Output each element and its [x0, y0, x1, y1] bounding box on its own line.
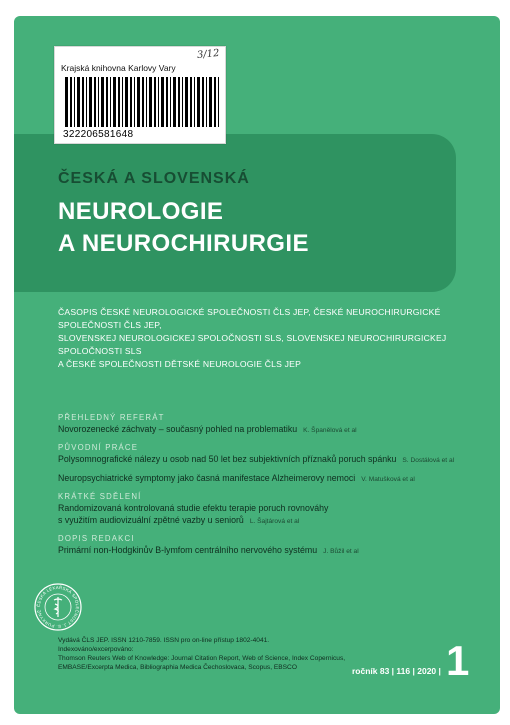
article-title: Primární non-Hodgkinův B-lymfom centrálního nervového systému — [58, 545, 318, 555]
barcode-bar — [154, 77, 156, 127]
publication-info — [58, 636, 348, 672]
article-authors: J. Bůžil et al — [323, 548, 359, 555]
section-label: PŘEHLEDNÝ REFERÁT — [58, 413, 165, 422]
barcode-bar — [173, 77, 176, 127]
journal-title — [58, 196, 309, 260]
volume-issue-year: ročník 83 | 116 | 2020 | — [352, 666, 441, 676]
journal-title-line1: NEUROLOGIE — [58, 198, 224, 225]
section-label: DOPIS REDAKCI — [58, 534, 135, 543]
barcode-bar — [194, 77, 195, 127]
article-authors: V. Matušková et al — [361, 476, 415, 483]
barcode-bar — [122, 77, 123, 127]
barcode-bar — [142, 77, 144, 127]
article-entry — [58, 502, 478, 528]
barcode-bar — [110, 77, 111, 127]
table-of-contents — [58, 412, 478, 563]
barcode-bar — [209, 77, 212, 127]
barcode-bar — [98, 77, 99, 127]
barcode-bar — [94, 77, 96, 127]
article-title: Neuropsychiatrické symptomy jako časná manifestace Alzheimerovy nemoci — [58, 473, 356, 483]
barcode-bar — [101, 77, 104, 127]
barcode-bar — [65, 77, 68, 127]
article-title: Randomizovaná kontrolovaná studie efektu terapie poruch rovnováhy — [58, 503, 329, 513]
barcode-bar — [70, 77, 72, 127]
article-title: Novorozenecké záchvaty – současný pohled na problematiku — [58, 424, 298, 434]
section-original — [58, 442, 478, 486]
section-label: KRÁTKÉ SDĚLENÍ — [58, 492, 142, 501]
article-authors: S. Dostálová et al — [402, 457, 455, 464]
article-title: s využitím audiovizuální zpětné vazby u seniorů — [58, 515, 244, 525]
barcode-bar — [197, 77, 200, 127]
footer-line: Indexováno/excerpováno: — [58, 646, 134, 653]
barcode-bar — [185, 77, 188, 127]
society-affiliations — [58, 306, 478, 371]
barcode-bar — [182, 77, 183, 127]
article-entry — [58, 423, 478, 437]
barcode-bar — [178, 77, 180, 127]
section-letter — [58, 533, 478, 558]
barcode-bar — [106, 77, 108, 127]
library-name: Krajská knihovna Karlovy Vary — [61, 63, 176, 73]
journal-supertitle: ČESKÁ A SLOVENSKÁ — [58, 170, 250, 187]
barcode-number: 322206581648 — [63, 129, 134, 140]
article-entry — [58, 544, 478, 558]
article-authors: L. Šajtárová et al — [249, 518, 300, 525]
barcode-bar — [86, 77, 87, 127]
barcode-bar — [134, 77, 135, 127]
barcode-bar — [206, 77, 207, 127]
handwritten-call-number: 3/12 — [196, 47, 220, 62]
barcode-bar — [190, 77, 192, 127]
barcode-bar — [166, 77, 168, 127]
barcode-bar — [149, 77, 152, 127]
footer-line: Vydává ČLS JEP. ISSN 1210-7859. ISSN pro on-line přístup 1802-4041. — [58, 637, 270, 644]
barcode-bar — [214, 77, 216, 127]
issue-number: 1 — [446, 637, 470, 684]
barcode-bar — [82, 77, 84, 127]
section-review — [58, 412, 478, 437]
barcode-bar — [125, 77, 128, 127]
seal-text: ČESKÁ LÉKAŘSKÁ SPOLEČNOST J. E. PURKYNĚ — [35, 584, 81, 630]
barcode-bar — [130, 77, 132, 127]
medical-society-seal-icon — [33, 582, 83, 632]
journal-title-line2: A NEUROCHIRURGIE — [58, 230, 309, 257]
article-entry — [58, 472, 478, 486]
barcode-icon — [63, 77, 223, 127]
barcode-bar — [77, 77, 80, 127]
section-label: PŮVODNÍ PRÁCE — [58, 443, 139, 452]
barcode-bar — [146, 77, 147, 127]
society-line: SLOVENSKEJ NEUROLOGICKEJ SPOLOČNOSTI SLS, SLOVENSKEJ NEUROCHIRURGICKEJ SPOLOČNOSTI SLS — [58, 333, 447, 356]
barcode-bar — [218, 77, 219, 127]
barcode-bar — [202, 77, 204, 127]
barcode-bar — [74, 77, 75, 127]
article-title: Polysomnografické nálezy u osob nad 50 let bez subjektivních příznaků poruch spánku — [58, 454, 397, 464]
footer-line: Thomson Reuters Web of Knowledge: Journal Citation Report, Web of Science, Index Copernicus, — [58, 655, 346, 662]
article-entry — [58, 453, 478, 467]
library-sticker — [54, 46, 226, 144]
article-authors: K. Španělová et al — [303, 427, 357, 434]
footer-line: EMBASE/Excerpta Medica, Bibliographia Medica Čechoslovaca, Scopus, EBSCO — [58, 664, 297, 671]
section-short — [58, 491, 478, 528]
barcode-bar — [170, 77, 171, 127]
barcode-bar — [113, 77, 116, 127]
barcode-bar — [118, 77, 120, 127]
barcode-bar — [161, 77, 164, 127]
barcode-bar — [89, 77, 92, 127]
society-line: ČASOPIS ČESKÉ NEUROLOGICKÉ SPOLEČNOSTI ČLS JEP, ČESKÉ NEUROCHIRURGICKÉ SPOLEČNOSTI ČLS JEP, — [58, 307, 441, 330]
barcode-bar — [158, 77, 159, 127]
society-line: A ČESKÉ SPOLEČNOSTI DĚTSKÉ NEUROLOGIE ČLS JEP — [58, 359, 302, 369]
barcode-bar — [137, 77, 140, 127]
